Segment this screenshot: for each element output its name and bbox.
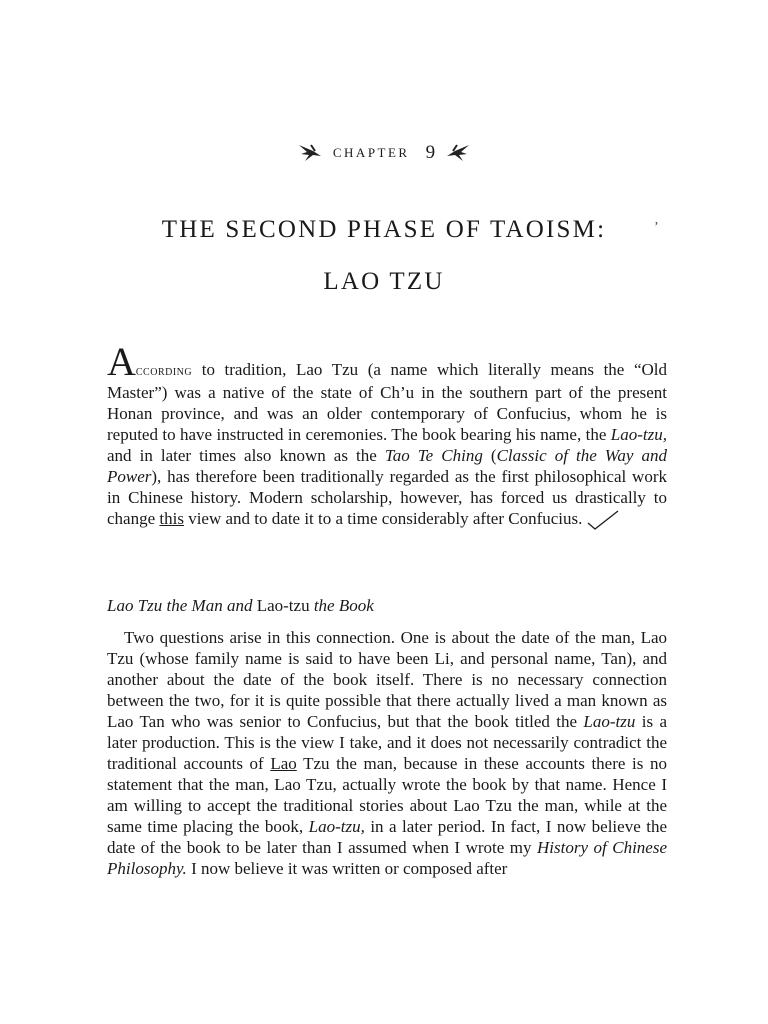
italic-title: History of Chinese Philosophy. (107, 838, 667, 878)
text-run: Two questions arise in this connection. One is about the date of the man, Lao Tzu (whose family name is said to have been Li, and personal name, Tan), and another about the date of the book itself. There is no necessary connection between the two, for it is quite possible that there actually lived a man known as Lao Tan who was senior to Confucius, but that the book titled the (107, 628, 667, 731)
text-run: ), has therefore been traditionally regarded as the first philosophical work in Chinese history. Modern scholarship, however, has forced us drastically to change (107, 467, 667, 528)
section-heading-italic: Lao Tzu the Man and (107, 596, 253, 615)
italic-title: Lao-tzu (583, 712, 636, 731)
chapter-number: 9 (425, 142, 436, 163)
chapter-title-line-2: LAO TZU (323, 268, 445, 295)
handwritten-check-icon (586, 509, 620, 531)
chapter-label: CHAPTER (332, 145, 410, 160)
text-run: to tradition, Lao Tzu (a name which literally means the “Old Master”) was a native of the state of Ch’u in the southern part of the present Honan province, and was an older contemporary of Confucius, whom he is reputed to have instructed in ceremonies. The book bearing his name, the (107, 360, 667, 444)
chapter-title-line-1: THE SECOND PHASE OF TAOISM: (161, 216, 607, 243)
opening-paragraph (107, 339, 667, 531)
chapter-heading (0, 142, 768, 164)
text-run: is a later production. This is the view I take, and it does not necessarily contradict the traditional accounts of (107, 712, 667, 773)
drop-cap: A (107, 339, 136, 384)
section-heading-italic: the Book (313, 596, 374, 615)
section-heading (107, 596, 667, 616)
italic-title: Classic of the Way and Power (107, 446, 667, 486)
text-run: ( (482, 446, 497, 465)
underlined-word: this (159, 509, 184, 528)
text-run: I now believe it was written or composed after (186, 859, 508, 878)
italic-title: Lao-tzu, (308, 817, 365, 836)
italic-title: Tao Te Ching (384, 446, 483, 465)
left-leaf-ornament-icon (297, 142, 323, 164)
text-run: Tzu the man, because in these accounts there is no statement that the man, Lao Tzu, actually wrote the book by that name. Hence I am willing to accept the traditional stories about Lao Tzu the man, while at the same time placing the book, (107, 754, 667, 836)
text-run: view and to date it to a time considerably after Confucius. (183, 509, 583, 528)
text-run: and in later times also known as the (107, 446, 385, 465)
body-paragraph (107, 627, 667, 879)
lead-word: ccording (135, 364, 193, 379)
text-run: in a later period. In fact, I now believe the date of the book to be later than I assumed when I wrote my (107, 817, 667, 857)
italic-title: Lao-tzu, (610, 425, 667, 444)
underlined-word: Lao (270, 754, 297, 773)
pen-tick-mark: ʼ (654, 220, 659, 235)
section-heading-roman: Lao-tzu (252, 596, 314, 615)
right-leaf-ornament-icon (445, 142, 471, 164)
